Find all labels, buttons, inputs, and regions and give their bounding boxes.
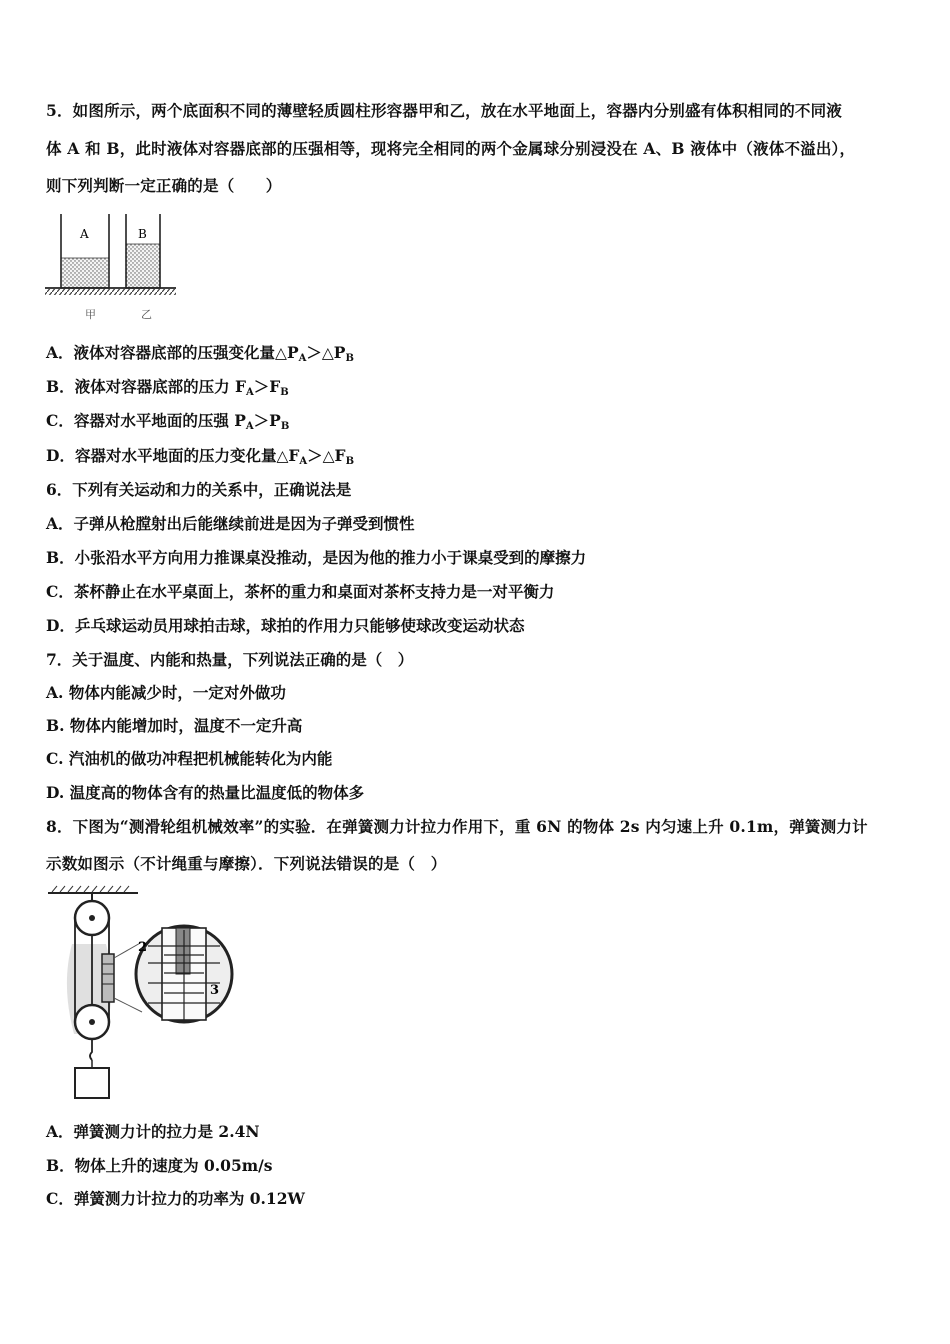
q5-stem-line1: 5．如图所示，两个底面积不同的薄壁轻质圆柱形容器甲和乙，放在水平地面上，容器内分别盛有体积相同的不同液 — [46, 101, 842, 120]
q5-option-b-mid: ＞F — [253, 377, 281, 396]
scale-label-2: 2 — [138, 940, 148, 955]
q7-stem: 7．关于温度、内能和热量，下列说法正确的是（ ） — [46, 650, 414, 669]
q7-option-d: D. 温度高的物体含有的热量比温度低的物体多 — [46, 783, 365, 802]
q5-option-d-text: D．容器对水平地面的压力变化量△F — [46, 446, 300, 465]
q5-option-b-sub1: A — [246, 387, 254, 398]
weight-block — [75, 1068, 109, 1098]
q5-option-a-mid: ＞△P — [306, 343, 346, 362]
container-a-label: A — [80, 227, 89, 241]
caption-jia: 甲 — [85, 308, 96, 321]
q5-option-a-sub2: B — [345, 353, 354, 364]
q5-stem-line3: 则下列判断一定正确的是（ ） — [46, 176, 282, 195]
q5-option-a — [46, 343, 354, 369]
q5-containers-figure — [42, 208, 182, 326]
q5-option-d-sub2: B — [345, 456, 355, 467]
caption-yi: 乙 — [141, 308, 152, 321]
q7-option-a: A. 物体内能减少时，一定对外做功 — [46, 683, 286, 702]
q8-option-b: B．物体上升的速度为 0.05m/s — [46, 1156, 273, 1175]
q8-pulley-figure — [44, 884, 240, 1106]
q8-option-a: A．弹簧测力计的拉力是 2.4N — [46, 1122, 260, 1141]
q7-option-c: C. 汽油机的做功冲程把机械能转化为内能 — [46, 749, 333, 768]
q6-stem: 6．下列有关运动和力的关系中，正确说法是 — [46, 480, 352, 499]
spring-scale — [102, 954, 114, 1002]
q5-option-c-sub1: A — [245, 421, 254, 432]
q8-option-c: C．弹簧测力计拉力的功率为 0.12W — [46, 1189, 305, 1208]
q5-option-b-text: B．液体对容器底部的压力 F — [46, 377, 247, 396]
q5-option-a-text: A．液体对容器底部的压强变化量△P — [46, 343, 299, 362]
q5-option-a-sub1: A — [298, 353, 307, 364]
q5-stem-line2: 体 A 和 B，此时液体对容器底部的压强相等，现将完全相同的两个金属球分别浸没在 A、B 液体中（液体不溢出）， — [46, 139, 856, 158]
q6-option-c: C．茶杯静止在水平桌面上，茶杯的重力和桌面对茶杯支持力是一对平衡力 — [46, 582, 555, 601]
q5-option-b — [46, 377, 289, 403]
container-b-label: B — [138, 227, 147, 241]
q6-option-a: A．子弹从枪膛射出后能继续前进是因为子弹受到惯性 — [46, 514, 415, 533]
q5-option-d-sub1: A — [299, 456, 308, 467]
q5-option-c-sub2: B — [280, 421, 290, 432]
q8-stem-line2: 示数如图示（不计绳重与摩擦）．下列说法错误的是（ ） — [46, 854, 447, 873]
q5-option-c — [46, 411, 289, 437]
container-a-liquid — [61, 258, 109, 288]
q6-option-b: B．小张沿水平方向用力推课桌没推动，是因为他的推力小于课桌受到的摩擦力 — [46, 548, 587, 567]
scale-label-3: 3 — [210, 983, 220, 998]
q5-option-c-mid: ＞P — [253, 411, 281, 430]
q5-option-d — [46, 446, 354, 472]
ceiling-hatch — [52, 886, 129, 892]
q8-stem-line1: 8．下图为“测滑轮组机械效率”的实验．在弹簧测力计拉力作用下，重 6N 的物体 2s 内匀速上升 0.1m，弹簧测力计 — [46, 817, 868, 836]
ground-hatch — [45, 289, 176, 295]
q5-option-b-sub2: B — [280, 387, 289, 398]
q5-option-d-mid: ＞△F — [307, 446, 346, 465]
q6-option-d: D．乒乓球运动员用球拍击球，球拍的作用力只能够使球改变运动状态 — [46, 616, 525, 635]
q7-option-b: B. 物体内能增加时，温度不一定升高 — [46, 716, 303, 735]
container-b-liquid — [126, 244, 160, 288]
q5-option-c-text: C．容器对水平地面的压强 P — [46, 411, 246, 430]
